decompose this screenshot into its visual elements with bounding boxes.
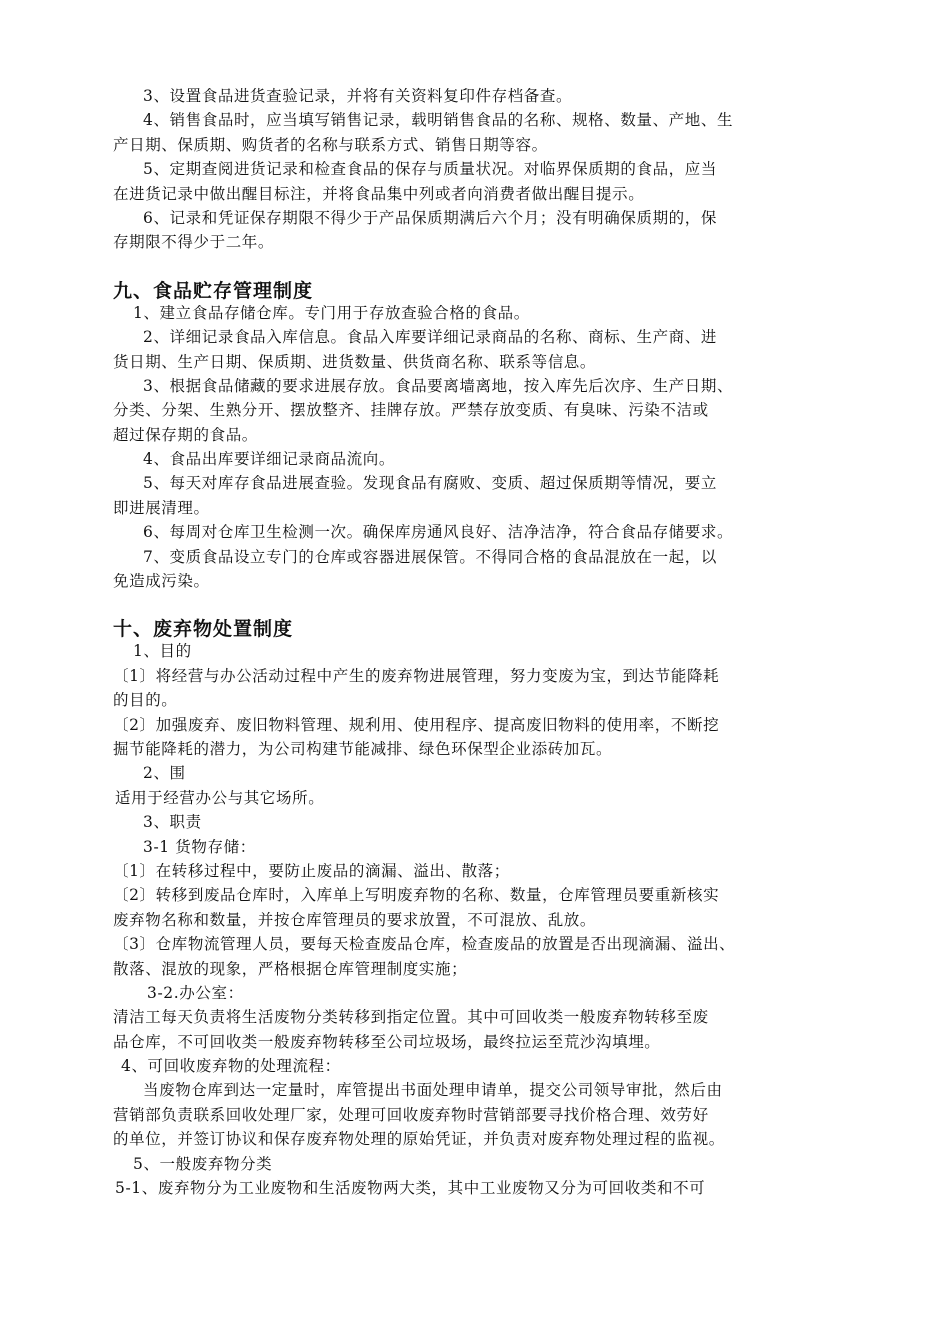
paragraph-line: 〔1〕将经营与办公活动过程中产生的废弃物进展管理，努力变废为宝，到达节能降耗 bbox=[113, 666, 720, 685]
paragraph-line: 3、设置食品进货查验记录，并将有关资料复印件存档备查。 bbox=[143, 87, 573, 105]
paragraph-line: 〔2〕转移到废品仓库时，入库单上写明废弃物的名称、数量，仓库管理员要重新核实 bbox=[113, 886, 720, 905]
document-page bbox=[113, 84, 843, 1200]
paragraph-line: 3、根据食品储藏的要求进展存放。食品要离墙离地，按入库先后次序、生产日期、 bbox=[143, 376, 734, 395]
paragraph-line: 4、可回收废弃物的处理流程： bbox=[121, 1057, 341, 1076]
paragraph-line: 即进展清理。 bbox=[113, 498, 210, 517]
paragraph-line: 4、销售食品时，应当填写销售记录，载明销售食品的名称、规格、数量、产地、生 bbox=[143, 111, 734, 130]
paragraph-line: 营销部负责联系回收处理厂家，处理可回收废弃物时营销部要寻找价格合理、效劳好 bbox=[113, 1105, 709, 1124]
paragraph-line: 4、食品出库要详细记录商品流向。 bbox=[143, 450, 395, 469]
paragraph-line: 3、职责 bbox=[143, 813, 202, 832]
paragraph-line: 当废物仓库到达一定量时，库管提出书面处理申请单，提交公司领导审批，然后由 bbox=[143, 1081, 723, 1100]
paragraph-line: 产日期、保质期、购货者的名称与联系方式、销售日期等容。 bbox=[113, 135, 548, 154]
paragraph-line: 5-1、废弃物分为工业废物和生活废物两大类，其中工业废物又分为可回收类和不可 bbox=[115, 1179, 706, 1198]
paragraph-line: 6、每周对仓库卫生检测一次。确保库房通风良好、洁净洁净，符合食品存储要求。 bbox=[143, 523, 734, 542]
paragraph-line: 5、一般废弃物分类 bbox=[133, 1154, 273, 1173]
paragraph-line: 6、记录和凭证保存期限不得少于产品保质期满后六个月；没有明确保质期的，保 bbox=[143, 208, 717, 227]
section-heading: 十、废弃物处置制度 bbox=[113, 618, 294, 641]
section-heading: 九、食品贮存管理制度 bbox=[113, 279, 314, 302]
paragraph-line: 散落、混放的现象，严格根据仓库管理制度实施； bbox=[113, 959, 468, 978]
paragraph-line: 2、详细记录食品入库信息。食品入库要详细记录商品的名称、商标、生产商、进 bbox=[143, 328, 717, 347]
paragraph-line: 2、围 bbox=[143, 764, 186, 783]
paragraph-line: 的单位，并签订协议和保存废弃物处理的原始凭证，并负责对废弃物处理过程的监视。 bbox=[113, 1130, 725, 1149]
paragraph-line: 免造成污染。 bbox=[113, 572, 210, 591]
paragraph-line: 〔1〕在转移过程中，要防止废品的滴漏、溢出、散落； bbox=[113, 861, 510, 880]
paragraph-line: 清洁工每天负责将生活废物分类转移到指定位置。其中可回收类一般废弃物转移至废 bbox=[113, 1008, 709, 1027]
paragraph-line: 〔2〕加强废弃、废旧物料管理、规利用、使用程序、提高废旧物料的使用率，不断挖 bbox=[113, 715, 720, 734]
paragraph-line: 存期限不得少于二年。 bbox=[113, 233, 275, 252]
paragraph-line: 的目的。 bbox=[113, 691, 178, 710]
paragraph-line: 货日期、生产日期、保质期、进货数量、供货商名称、联系等信息。 bbox=[113, 352, 597, 371]
paragraph-line: 适用于经营办公与其它场所。 bbox=[115, 788, 325, 807]
paragraph-line: 7、变质食品设立专门的仓库或容器进展保管。不得同合格的食品混放在一起，以 bbox=[143, 547, 717, 566]
paragraph-line: 1、目的 bbox=[133, 642, 192, 661]
paragraph-line: 废弃物名称和数量，并按仓库管理员的要求放置，不可混放、乱放。 bbox=[113, 910, 597, 929]
paragraph-line: 品仓库，不可回收类一般废弃物转移至公司垃圾场，最终拉运至荒沙沟填埋。 bbox=[113, 1032, 661, 1051]
paragraph-line: 3-1 货物存储： bbox=[143, 837, 256, 856]
paragraph-line: 〔3〕仓库物流管理人员，要每天检查废品仓库，检查废品的放置是否出现滴漏、溢出、 bbox=[113, 935, 736, 954]
paragraph-line: 5、每天对库存食品进展查验。发现食品有腐败、变质、超过保质期等情况，要立 bbox=[143, 474, 717, 493]
paragraph-line: 分类、分架、生熟分开、摆放整齐、挂牌存放。严禁存放变质、有臭味、污染不洁或 bbox=[113, 401, 709, 420]
paragraph-line: 5、定期查阅进货记录和检查食品的保存与质量状况。对临界保质期的食品，应当 bbox=[143, 160, 717, 179]
paragraph-line: 在进货记录中做出醒目标注，并将食品集中列或者向消费者做出醒目提示。 bbox=[113, 184, 645, 203]
paragraph-line: 1、建立食品存储仓库。专门用于存放查验合格的食品。 bbox=[133, 303, 530, 322]
paragraph-line: 3-2.办公室： bbox=[147, 983, 244, 1002]
paragraph-line: 超过保存期的食品。 bbox=[113, 425, 258, 444]
paragraph-line: 掘节能降耗的潜力，为公司构建节能减排、绿色环保型企业添砖加瓦。 bbox=[113, 739, 613, 758]
